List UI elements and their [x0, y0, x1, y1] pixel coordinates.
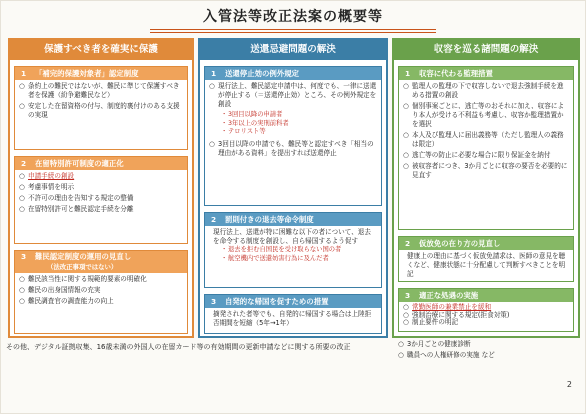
section-title: 罰則付きの退去等命令制度 — [225, 215, 314, 224]
section-number: 1 — [21, 69, 27, 78]
section-supervision — [398, 66, 574, 230]
section-title: 収容に代わる監理措置 — [419, 69, 493, 78]
page-title: 入管法等改正法案の概要等 — [203, 9, 383, 25]
section-header — [205, 295, 381, 308]
column-detention — [392, 38, 580, 338]
list-item: ○ 逃亡等の防止に必要な場合に限り保証金を納付 — [403, 151, 569, 160]
section-number: 2 — [211, 215, 217, 224]
treatment-items-continued — [398, 340, 574, 362]
paragraph: 現行法上、送還が特に困難な以下の者について、退去を命令する制度を創設し、自ら帰国するよう促す — [213, 228, 371, 245]
section-number: 3 — [405, 291, 411, 300]
sub-item: ・ テロリスト等 — [221, 128, 377, 137]
section-header — [399, 289, 573, 302]
section-header — [15, 157, 187, 170]
sub-item: ・ 3年以上の実刑前科者 — [221, 120, 377, 129]
section-refugee-operation — [14, 250, 188, 334]
paragraph: 健康上の理由に基づく仮放免請求は、医師の意見を聴くなど、健康状態に十分配慮して判断すべきことを明記 — [407, 252, 566, 278]
sub-list — [209, 111, 377, 137]
section-title: 難民認定制度の運用の見直し — [35, 252, 132, 261]
section-title: 仮放免の在り方の見直し — [419, 239, 501, 248]
list-item: ○ 安定した在留資格の付与、制度的裏付けのある支援の実現 — [19, 102, 183, 120]
section-treatment — [398, 288, 574, 332]
page-number: 2 — [566, 380, 572, 389]
list-item: ○ 在留特別許可と難民認定手続を分離 — [19, 205, 183, 214]
list-item: ○ 制止要件の明記 — [403, 319, 569, 327]
section-number: 2 — [21, 159, 27, 168]
column-protection — [8, 38, 194, 338]
list-item: ○ 職員への人権研修の実施 など — [398, 351, 574, 360]
section-provisional-release — [398, 236, 574, 282]
list-item: ○ 3か月ごとの健康診断 — [398, 340, 574, 349]
list-item: ○ 条約上の難民ではないが、難民に準じて保護すべき者を保護（紛争避難民など） — [19, 82, 183, 100]
list-item: ○ 申請手続の創設 — [19, 172, 183, 181]
section-number: 1 — [405, 69, 411, 78]
section-header — [205, 213, 381, 226]
section-number: 3 — [21, 252, 27, 261]
section-stay-exception — [204, 66, 382, 206]
section-header — [15, 67, 187, 80]
list-item: ○ 強制治療に関する規定(拒食対策) — [403, 312, 569, 320]
title-underline — [150, 29, 436, 30]
list-item: ○ 監理人の監理の下で収容しないで退去強制手続を進める措置の創設 — [403, 82, 569, 100]
list-item: ○ 個別事案ごとに、逃亡等のおそれに加え、収容により本人が受ける不利益も考慮し、収容か監理措置かを選択 — [403, 102, 569, 129]
section-number: 2 — [405, 239, 411, 248]
paragraph: ○ 3回目以降の申請でも、難民等と認定すべき「相当の理由がある資料」を提出すれば送還停止 — [209, 140, 377, 158]
sub-list — [209, 246, 377, 263]
section-departure-order — [204, 212, 382, 288]
section-title: 「補完的保護対象者」認定制度 — [35, 69, 139, 78]
section-title: 自発的な帰国を促すための措置 — [225, 297, 329, 306]
paragraph: ○ 現行法上、難民認定申請中は、何度でも、一律に送還が停止する（＝送還停止効）ところ、その例外規定を創設 — [209, 82, 377, 109]
list-item: ○ 難民調査官の調査能力の向上 — [19, 297, 183, 306]
section-special-permission — [14, 156, 188, 244]
paragraph: 摘発された者等でも、自発的に帰国する場合は上陸拒否期間を短縮（5年→1年） — [213, 310, 372, 327]
list-item: ○ 難民該当性に関する規範的要素の明確化 — [19, 275, 183, 284]
sub-item: ・ 航空機内で送還妨害行為に及んだ者 — [221, 255, 377, 264]
column-deportation — [198, 38, 388, 338]
list-item: ○ 考慮事情を明示 — [19, 183, 183, 192]
footnote: その他、デジタル証拠収集、16歳未満の外国人の在留カード等の有効期間の更新申請などに関する所要の改正 — [6, 343, 351, 351]
section-header — [399, 237, 573, 250]
column-header: 収容を巡る諸問題の解決 — [394, 40, 578, 60]
column-header: 保護すべき者を確実に保護 — [10, 40, 192, 60]
section-title: 適正な処遇の実施 — [419, 291, 479, 300]
section-header — [205, 67, 381, 80]
column-header: 送還忌避問題の解決 — [200, 40, 386, 60]
list-item: ○ 本人及び監理人に届出義務等（ただし監理人の義務は限定） — [403, 131, 569, 149]
sub-item: ・ 退去を拒む自国民を受け取らない国の者 — [221, 246, 377, 255]
section-title: 在留特別許可制度の適正化 — [35, 159, 124, 168]
list-item: ○ 不許可の理由を告知する規定の整備 — [19, 194, 183, 203]
section-number: 1 — [211, 69, 217, 78]
list-item: ○ 難民の出身国情報の充実 — [19, 286, 183, 295]
section-subtitle: （法改正事項ではない） — [47, 263, 118, 271]
section-number: 3 — [211, 297, 217, 306]
section-complementary-protection — [14, 66, 188, 150]
sub-item: ・ 3回目以降の申請者 — [221, 111, 377, 120]
list-item: ○ 被収容者につき、3か月ごとに収容の要否を必要的に見直す — [403, 162, 569, 180]
section-header — [399, 67, 573, 80]
section-header — [15, 251, 187, 273]
list-item: ○ 常勤医師の兼業禁止を緩和 — [403, 304, 569, 312]
section-title: 送還停止効の例外規定 — [225, 69, 299, 78]
title-underline-2 — [150, 32, 436, 33]
section-voluntary-return — [204, 294, 382, 334]
